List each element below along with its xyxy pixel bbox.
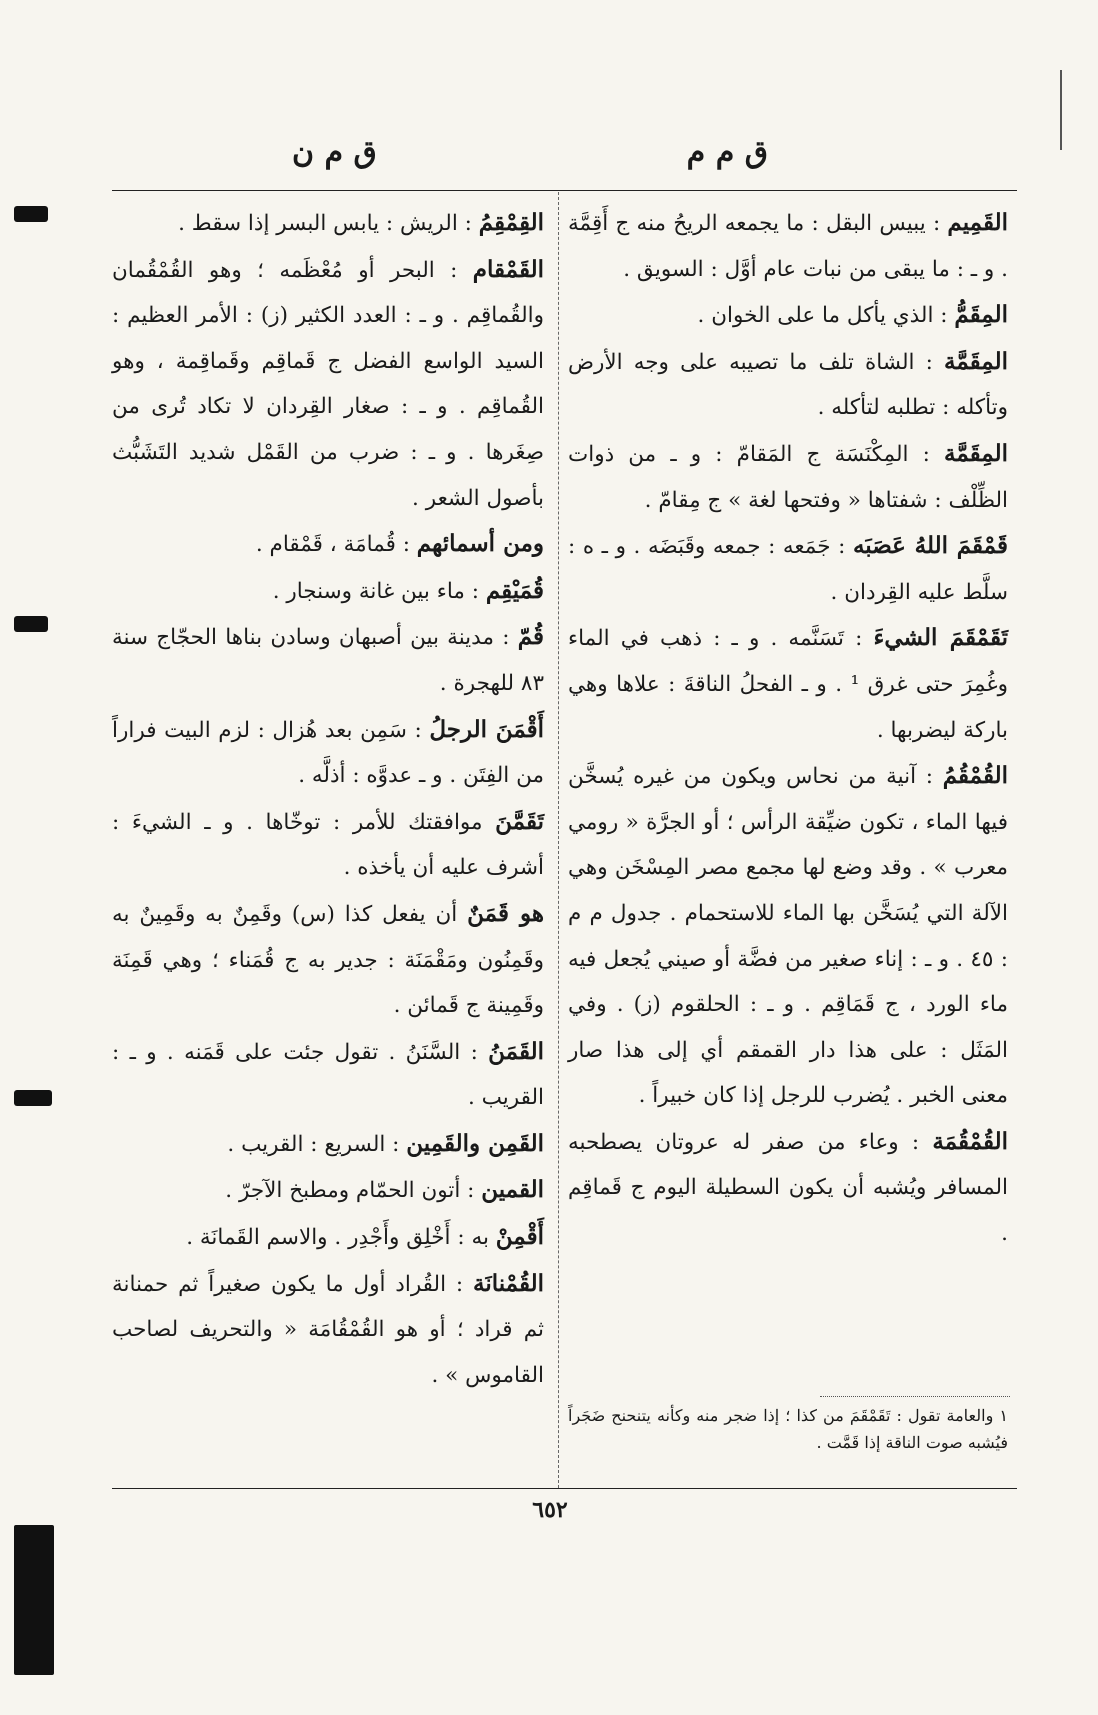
entry-definition: : يبيس البقل : ما يجمعه الريحُ منه ج أَقِمَّة . و ـ : ما يبقى من نبات عام أوَّل : السويق .: [568, 211, 1008, 282]
entry-definition: : الشاة تلف ما تصيبه على وجه الأرض وتأكله : تطلبه لتأكله .: [568, 349, 1008, 421]
entry: [568, 615, 1008, 753]
entry-definition: : ماء بين غانة وسنجار .: [272, 578, 486, 604]
entry: [568, 1119, 1008, 1257]
entry-headword: القَمْقام: [472, 255, 544, 283]
entry-headword: المِقَمَّة: [944, 439, 1008, 467]
entry: [568, 431, 1008, 523]
entry-definition: : السَّنَنُ . تقول جئت على قَمَنه . و ـ : القريب .: [112, 1039, 544, 1111]
entry-headword: المِقَمُّ: [954, 301, 1008, 329]
entry: [112, 1167, 544, 1214]
entry-definition: : جَمَعه : جمعه وقَبَضَه . و ـ ه : سلَّط عليه القِردان .: [568, 534, 1008, 605]
entry-headword: القَمَنُ: [488, 1037, 544, 1065]
entry: [568, 292, 1008, 339]
scan-edge-line: [1060, 70, 1062, 150]
entry-definition: : أتون الحمّام ومطبخ الآجرّ .: [225, 1178, 482, 1204]
top-rule: [112, 190, 1017, 191]
entry-definition: : الريش : يابس البسر إذا سقط .: [178, 211, 479, 236]
entry-definition: : المِكْنَسَة ج المَقامّ : و ـ من ذوات الظِّلْف : شفتاها « وفتحها لغة » ج مِقامّ .: [568, 441, 1008, 513]
entry-headword: قَمْقَمَ اللهُ عَصَبَه: [852, 532, 1008, 560]
scan-edge-mark: [14, 206, 48, 222]
page-number: ٦٥٢: [532, 1497, 568, 1523]
entry-headword: القمين: [481, 1176, 544, 1204]
scan-edge-mark: [14, 616, 48, 632]
entry-definition: : السريع : القريب .: [227, 1131, 407, 1157]
entry: [568, 339, 1008, 431]
entry-definition: موافقتك للأمر : توخّاها . و ـ الشيءَ : أشرف عليه أن يأخذه .: [112, 809, 544, 881]
entry-headword: القُمْنانَة: [472, 1269, 544, 1297]
entry-headword: أَقْمَنَ الرجلُ: [429, 715, 544, 743]
entry: [112, 1261, 544, 1399]
entry: [112, 568, 544, 615]
entry: [568, 523, 1008, 615]
entry-headword: قُمّ: [517, 623, 544, 651]
entry: [112, 614, 544, 706]
entry-definition: به : أَخْلِق وأَجْدِر . والاسم القَمانَة .: [186, 1225, 496, 1251]
scan-edge-mark: [14, 1525, 54, 1675]
entry-definition: أن يفعل كذا (س) وقَمِنٌ به وقَمِينٌ به وقَمِنُون ومَقْمَنَة : جدير به ج قُمَناء ؛ وهي قَمِنَة وقَمِينة ج قَمائن .: [112, 901, 544, 1019]
entry: [112, 891, 544, 1029]
entry-definition: : الذي يأكل ما على الخوان .: [697, 303, 955, 329]
entry: [112, 247, 544, 522]
entry-definition: : سَمِن بعد هُزال : لزم البيت فراراً من الفِتَن . و ـ عدوَّه : أذلَّه .: [112, 717, 544, 789]
entry-headword: تَقَمْقَمَ الشيءَ: [873, 624, 1008, 652]
entry: [112, 1121, 544, 1168]
header-root-left: ق م ن: [292, 135, 377, 170]
entry-definition: : القُراد أول ما يكون صغيراً ثم حمنانة ثم قراد ؛ أو هو القُمْقُامَة « والتحريف لصاحب القاموس » .: [112, 1271, 544, 1388]
entry-headword: المِقَمَّة: [944, 347, 1008, 375]
entry-headword: القِمْقِمُ: [478, 209, 544, 236]
left-column: [112, 200, 544, 1398]
entry: [568, 200, 1008, 292]
entry: [568, 753, 1008, 1119]
entry-headword: القَمِن والقَمِين: [406, 1129, 544, 1157]
entry: [112, 707, 544, 799]
footnote: ١ والعامة تقول : تَقَمْقَمَ من كذا ؛ إذا ضجر منه وكأنه يتنحنح ضَجَراً فيُشبه صوت الناقة إذا قَمَّت .: [568, 1406, 1008, 1452]
entry: [112, 200, 544, 247]
right-column: [568, 200, 1008, 1257]
footnote-rule: [820, 1396, 1010, 1397]
entry-definition: : تَسَنَّمه . و ـ : ذهب في الماء وغُمِرَ حتى غرق ¹ . و ـ الفحلُ الناقةَ : علاها وهي باركة ليضربها .: [568, 626, 1008, 743]
entry: [112, 521, 544, 568]
entry-headword: القَمِيم: [947, 209, 1008, 236]
entry-definition: : مدينة بين أصبهان وسادن بناها الحجّاج سنة ٨٣ للهجرة .: [112, 625, 544, 696]
entry: [112, 1214, 544, 1261]
entry-definition: : وعاء من صفر له عروتان يصطحبه المسافر ويُشبه أن يكون السطيلة اليوم ج قَماقِم .: [568, 1129, 1008, 1247]
column-divider: [558, 192, 559, 1488]
bottom-rule: [112, 1488, 1017, 1489]
entry-definition: : البحر أو مُعْظَمه ؛ وهو القُمْقُمان والقُماقِم . و ـ : العدد الكثير (ز) : الأمر العظيم : السيد الواسع الفضل ج قَماقِم وقَماقِمة ، وهو القُماقِم . و ـ : صغار القِردان لا تكاد تُرى من صِغَرها . و ـ : ضرب من القَمْل شديد التَشَبُّث بأصول الشعر .: [112, 257, 544, 511]
entry-headword: القُمْقُمُ: [942, 762, 1008, 790]
page-header: [112, 135, 1008, 175]
entry-headword: ومن أسمائهم: [416, 530, 544, 558]
entry: [112, 799, 544, 891]
entry-definition: : آنية من نحاس ويكون من غيره يُسخَّن فيها الماء ، تكون ضيِّقة الرأس ؛ أو الجرَّة « رومي معرب » . وقد وضع لها مجمع مصر المِسْخَن وهي الآلة التي يُسَخَّن بها الماء للاستحمام . جدول م م : ٤٥ . و ـ : إناء صغير من فضَّة أو صيني يُجعل فيه ماء الورد ، ج قَمَاقِم . و ـ : الحلقوم (ز) . وفي المَثَل : على هذا دار القمقم أي إلى هذا صار معنى الخبر . يُضرب للرجل إذا كان خبيراً .: [568, 764, 1009, 1109]
entry: [112, 1029, 544, 1121]
entry-headword: أَقْمِنْ: [495, 1223, 544, 1251]
entry-headword: هو قَمَنٌ: [467, 899, 544, 927]
header-root-right: ق م م: [686, 135, 768, 170]
scan-edge-mark: [14, 1090, 52, 1106]
entry-headword: القُمْقُمَة: [932, 1127, 1008, 1155]
entry-definition: : قُمامَة ، قَمْقام .: [255, 532, 417, 558]
entry-headword: قُمَيْقِم: [485, 576, 544, 604]
entry-headword: تَقَمَّنَ: [495, 807, 544, 835]
